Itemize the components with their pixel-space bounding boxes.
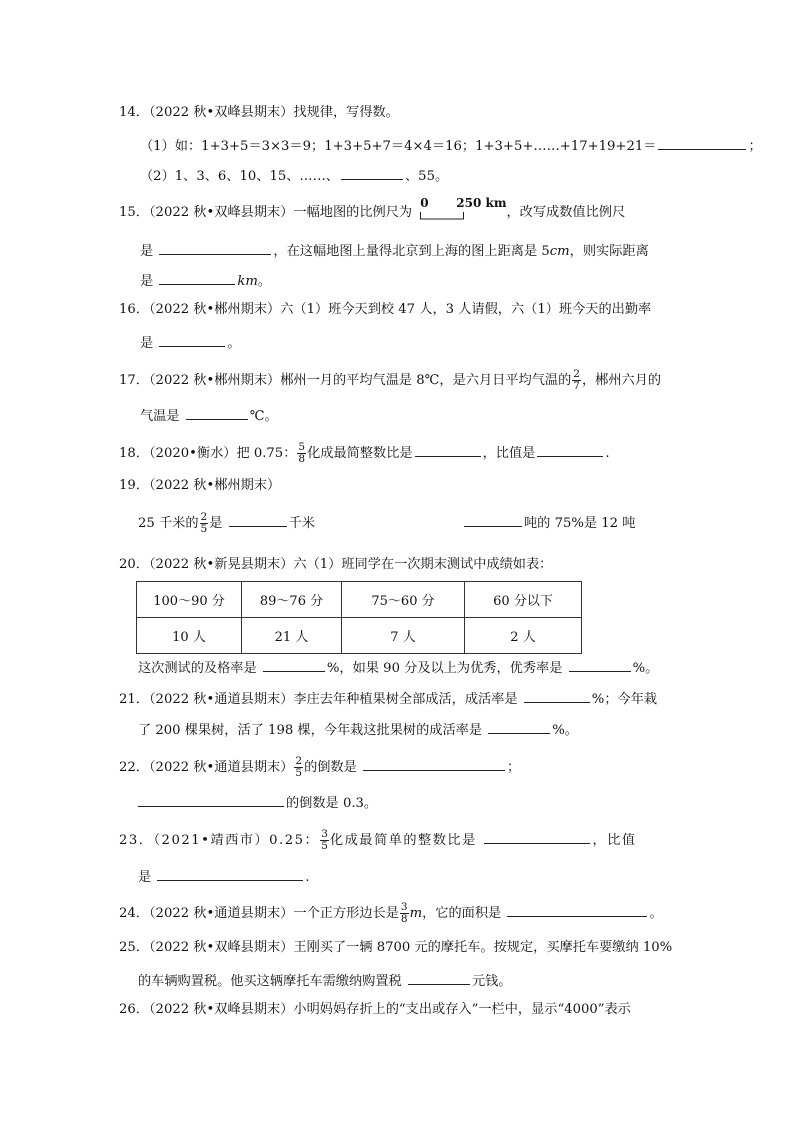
- question-23-line2: 是 .: [138, 866, 310, 887]
- answer-blank[interactable]: [229, 512, 287, 527]
- table-cell: 10 人: [137, 618, 242, 654]
- question-19-part-b: 吨的 75%是 12 吨: [462, 512, 635, 533]
- question-23-head: 23．（2021•靖西市）0.25： $\frac{3}{5}$ 化成最简单的整数比是 ，比值: [119, 828, 637, 852]
- fraction: $\frac{2}{5}$: [200, 511, 208, 535]
- answer-blank[interactable]: [263, 657, 325, 672]
- question-16-line2: 是 。: [140, 332, 241, 353]
- question-25-line2: 的车辆购置税。他买这辆摩托车需缴纳购置税 元钱。: [138, 970, 512, 991]
- answer-blank[interactable]: [569, 657, 631, 672]
- question-25-head: 25．（2022 秋•双峰县期末）王刚买了一辆 8700 元的摩托车。按规定，买摩托车要缴纳 10%: [119, 940, 673, 955]
- scale-value-label: 250 km: [456, 196, 507, 210]
- answer-blank[interactable]: [415, 442, 481, 457]
- fraction: $\frac{5}{8}$: [298, 441, 306, 465]
- question-19-part-a: 25 千米的 $\frac{2}{5}$ 是 千米: [138, 511, 315, 535]
- answer-blank[interactable]: [341, 165, 403, 180]
- fraction: $\frac{3}{8}$: [400, 901, 408, 925]
- table-row: [137, 582, 582, 618]
- table-cell: 21 人: [242, 618, 342, 654]
- question-20-head: 20．（2022 秋•新晃县期末）六（1）班同学在一次期末测试中成绩如表：: [119, 557, 553, 572]
- table-header-cell: 75～60 分: [342, 582, 465, 618]
- answer-blank[interactable]: [408, 970, 470, 985]
- question-17-line2: 气温是 ℃。: [140, 405, 278, 426]
- question-22-line2: 的倒数是 0.3。: [136, 792, 377, 813]
- question-21-line2: 了 200 棵果树，活了 198 棵，今年栽这批果树的成活率是 %。: [138, 719, 578, 740]
- fraction: $\frac{2}{5}$: [295, 755, 303, 779]
- answer-blank[interactable]: [524, 688, 590, 703]
- answer-blank[interactable]: [186, 405, 248, 420]
- answer-blank[interactable]: [157, 866, 303, 881]
- question-26-head: 26．（2022 秋•双峰县期末）小明妈妈存折上的“支出或存入”一栏中，显示“4000”表示: [119, 1002, 631, 1017]
- answer-blank[interactable]: [537, 442, 603, 457]
- scale-line-icon: [420, 212, 464, 220]
- question-16-head: 16．（2022 秋•郴州期末）六（1）班今天到校 47 人，3 人请假，六（1）班今天的出勤率: [119, 302, 652, 317]
- table-header-cell: 89～76 分: [242, 582, 342, 618]
- question-20-line2: 这次测试的及格率是 %，如果 90 分及以上为优秀，优秀率是 %。: [138, 657, 658, 678]
- answer-blank[interactable]: [507, 902, 647, 917]
- fraction: $\frac{3}{5}$: [321, 828, 328, 852]
- question-15-line2: 是 ，在这幅地图上量得北京到上海的图上距离是 5cm，则实际距离: [140, 240, 649, 261]
- answer-blank[interactable]: [138, 792, 284, 807]
- question-19-head: 19．（2022 秋•郴州期末）: [119, 478, 281, 493]
- question-18: 18．（2020•衡水）把 0.75： $\frac{5}{8}$ 化成最简整数比是 ，比值是 .: [119, 441, 610, 465]
- answer-blank[interactable]: [159, 332, 225, 347]
- table-header-cell: 60 分以下: [465, 582, 582, 618]
- question-22-head: 22．（2022 秋•通道县期末） $\frac{2}{5}$ 的倒数是 ；: [119, 755, 521, 779]
- question-24: 24．（2022 秋•通道县期末）一个正方形边长是 $\frac{3}{8}$ m，它的面积是 。: [119, 901, 663, 925]
- scale-zero-label: 0: [420, 196, 429, 210]
- question-14-part2: （2）1、3、6、10、15、……、 、55。: [140, 165, 448, 186]
- answer-blank[interactable]: [658, 135, 746, 150]
- question-15-line3: 是 km。: [140, 270, 271, 291]
- question-17-head: 17．（2022 秋•郴州期末）郴州一月的平均气温是 8℃，是六月日平均气温的 $\frac{2}{7}$ ，郴州六月的: [119, 368, 662, 392]
- answer-blank[interactable]: [363, 756, 505, 771]
- score-table: [136, 581, 582, 654]
- question-14-head: 14．（2022 秋•双峰县期末）找规律，写得数。: [119, 105, 399, 120]
- table-header-cell: 100～90 分: [137, 582, 242, 618]
- map-scale-bar: [416, 196, 507, 222]
- table-cell: 2 人: [465, 618, 582, 654]
- answer-blank[interactable]: [484, 829, 590, 844]
- question-15-head: 15．（2022 秋•双峰县期末）一幅地图的比例尺为 0 250 km ，改写成数值比例尺: [119, 196, 626, 220]
- table-row: [137, 618, 582, 654]
- answer-blank[interactable]: [159, 240, 271, 255]
- answer-blank[interactable]: [159, 270, 235, 285]
- question-14-part1: （1）如：1+3+5＝3×3＝9；1+3+5+7＝4×4＝16；1+3+5+……+17+19+21＝ ；: [140, 135, 762, 156]
- fraction: $\frac{2}{7}$: [573, 368, 580, 392]
- answer-blank[interactable]: [464, 512, 522, 527]
- answer-blank[interactable]: [488, 719, 550, 734]
- question-21-head: 21．（2022 秋•通道县期末）李庄去年种植果树全部成活，成活率是 %；今年栽: [119, 688, 657, 709]
- table-cell: 7 人: [342, 618, 465, 654]
